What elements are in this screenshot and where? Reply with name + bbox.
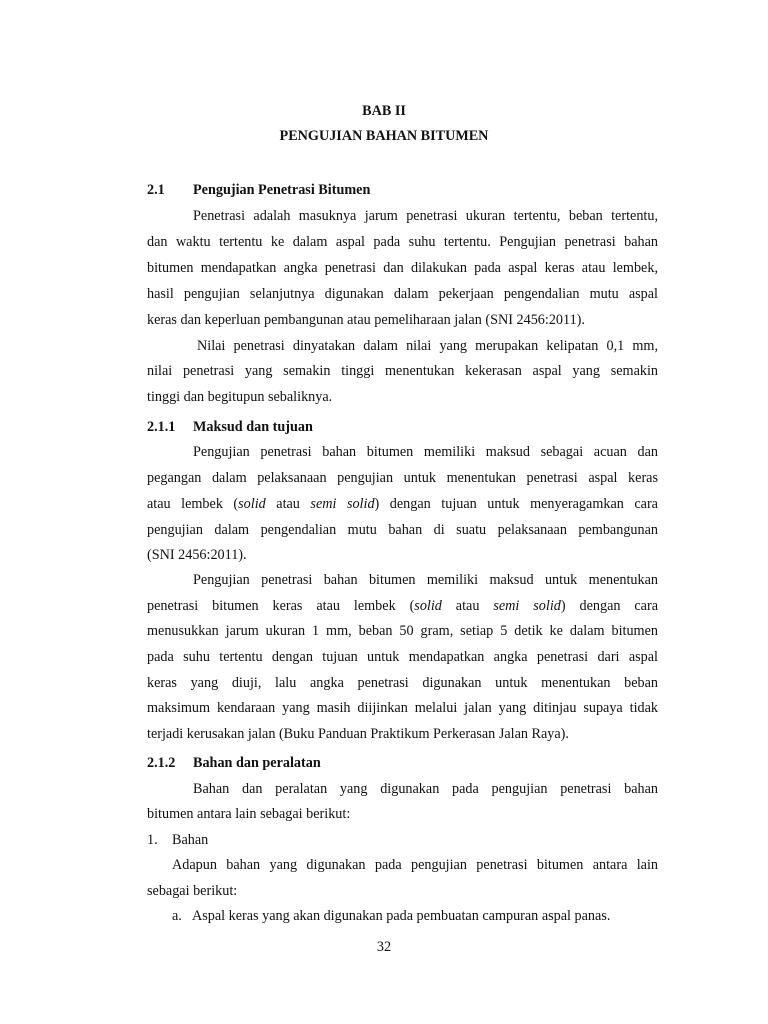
- paragraph-line: terjadi kerusakan jalan (Buku Panduan Praktikum Perkerasan Jalan Raya).: [147, 726, 569, 742]
- subsection-number: 2.1.2: [147, 755, 176, 771]
- paragraph-line: penetrasi bitumen keras atau lembek (solid atau semi solid) dengan cara: [147, 598, 658, 614]
- paragraph-line: (SNI 2456:2011).: [147, 547, 247, 563]
- page-number: 32: [376, 939, 392, 955]
- paragraph-line: tinggi dan begitupun sebaliknya.: [147, 389, 333, 405]
- paragraph-line: bitumen antara lain sebagai berikut:: [147, 806, 351, 822]
- paragraph-line: hasil pengujian selanjutnya digunakan dalam pekerjaan pengendalian mutu aspal: [147, 286, 658, 302]
- paragraph-line: Penetrasi adalah masuknya jarum penetrasi ukuran tertentu, beban tertentu,: [193, 208, 658, 224]
- paragraph-line: maksimum kendaraan yang masih diijinkan melalui jalan yang ditinjau supaya tidak: [147, 700, 658, 716]
- paragraph-line: pengujian dalam pengendalian mutu bahan di suatu pelaksanaan pembangunan: [147, 522, 658, 538]
- paragraph-line: sebagai berikut:: [147, 883, 238, 899]
- paragraph-line: Bahan dan peralatan yang digunakan pada pengujian penetrasi bahan: [193, 781, 658, 797]
- paragraph-line: Adapun bahan yang digunakan pada pengujian penetrasi bitumen antara lain: [172, 857, 658, 873]
- paragraph-line: pegangan dalam pelaksanaan pengujian untuk menentukan penetrasi aspal keras: [147, 470, 658, 486]
- chapter-title: PENGUJIAN BAHAN BITUMEN: [279, 128, 489, 144]
- paragraph-line: keras dan keperluan pembangunan atau pemeliharaan jalan (SNI 2456:2011).: [147, 312, 585, 328]
- section-title: Pengujian Penetrasi Bitumen: [193, 182, 371, 198]
- subsection-title: Bahan dan peralatan: [193, 755, 321, 771]
- list-item-label: Bahan: [172, 832, 209, 848]
- subsection-number: 2.1.1: [147, 419, 176, 435]
- section-number: 2.1: [147, 182, 165, 198]
- paragraph-line: menusukkan jarum ukuran 1 mm, beban 50 gram, setiap 5 detik ke dalam bitumen: [147, 623, 658, 639]
- paragraph-line: Pengujian penetrasi bahan bitumen memiliki maksud sebagai acuan dan: [193, 444, 658, 460]
- chapter-label: BAB II: [362, 103, 406, 119]
- sub-list-text: Aspal keras yang akan digunakan pada pembuatan campuran aspal panas.: [192, 908, 611, 924]
- paragraph-line: nilai penetrasi yang semakin tinggi menentukan kekerasan aspal yang semakin: [147, 363, 658, 379]
- paragraph-line: pada suhu tertentu dengan tujuan untuk mendapatkan angka penetrasi dari aspal: [147, 649, 658, 665]
- paragraph-line: bitumen mendapatkan angka penetrasi dan dilakukan pada aspal keras atau lembek,: [147, 260, 658, 276]
- sub-list-letter: a.: [172, 908, 182, 924]
- paragraph-line: Pengujian penetrasi bahan bitumen memiliki maksud untuk menentukan: [193, 572, 658, 588]
- list-item-number: 1.: [147, 832, 158, 848]
- paragraph-line: keras yang diuji, lalu angka penetrasi digunakan untuk menentukan beban: [147, 675, 658, 691]
- subsection-title: Maksud dan tujuan: [193, 419, 313, 435]
- paragraph-line: atau lembek (solid atau semi solid) dengan tujuan untuk menyeragamkan cara: [147, 496, 658, 512]
- paragraph-line: Nilai penetrasi dinyatakan dalam nilai yang merupakan kelipatan 0,1 mm,: [197, 338, 658, 354]
- paragraph-line: dan waktu tertentu ke dalam aspal pada suhu tertentu. Pengujian penetrasi bahan: [147, 234, 658, 250]
